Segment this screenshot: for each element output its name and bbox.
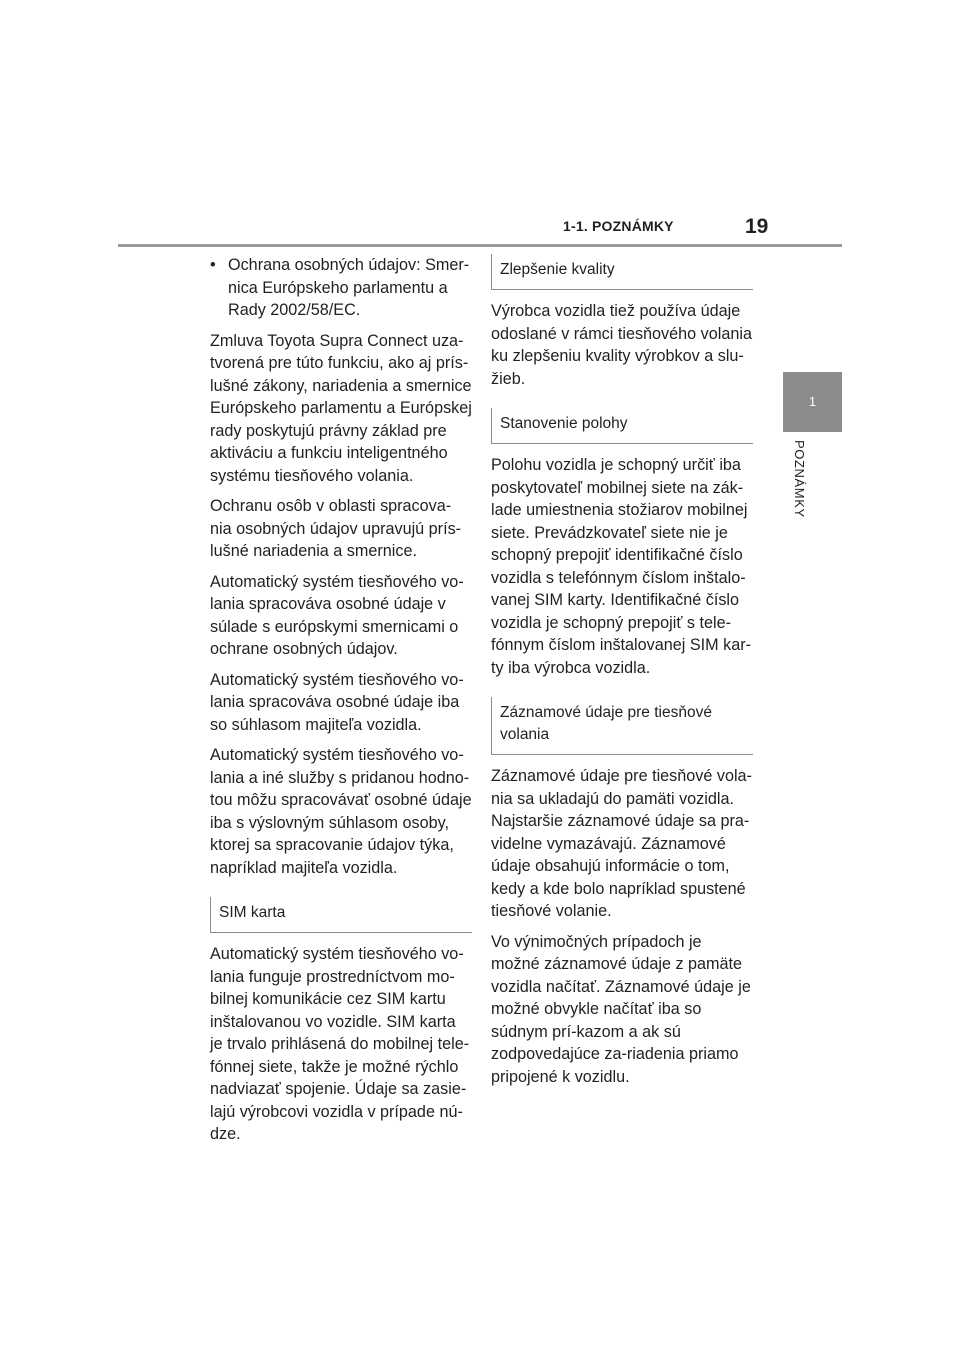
header-divider: [118, 244, 842, 247]
bullet-icon: •: [210, 256, 216, 274]
paragraph: Zmluva Toyota Supra Connect uza-tvorená pre túto funkciu, ako aj prís-lušné zákony, nariadenia a smernice Európskeho parlamentu a Európskej rady poskytujú právny základ pre aktiváciu a funkciu inteligentného systému tiesňového volania.: [210, 331, 472, 485]
page-number: 19: [745, 215, 769, 238]
paragraph: Výrobca vozidla tiež používa údaje odoslané v rámci tiesňového volania ku zlepšeniu kvality výrobkov a slu-žieb.: [491, 302, 752, 388]
paragraph: Ochranu osôb v oblasti spracova-nia osobných údajov upravujú prís-lušné nariadenia a smernice.: [210, 497, 462, 560]
paragraph: Automatický systém tiesňového vo-lania spracováva osobné údaje v súlade s európskymi smernicami o ochrane osobných údajov.: [210, 572, 464, 658]
paragraph: Automatický systém tiesňového vo-lania a iné služby s pridanou hodno-tou môžu spracovávať osobné údaje iba s výslovným súhlasom osoby, ktorej sa spracovanie údajov týka, napríklad majiteľa vozidla.: [210, 746, 472, 877]
right-column: [491, 254, 753, 1096]
subheading-sim-card: SIM karta: [210, 897, 472, 933]
chapter-label: POZNÁMKY: [792, 440, 807, 518]
subheading-quality: Zlepšenie kvality: [491, 254, 753, 290]
subheading-position: Stanovenie polohy: [491, 408, 753, 444]
list-item: [210, 254, 472, 322]
paragraph: Automatický systém tiesňového vo-lania spracováva osobné údaje iba so súhlasom majiteľa vozidla.: [210, 670, 464, 734]
paragraph: Polohu vozidla je schopný určiť iba poskytovateľ mobilnej siete na zák-lade umiestnenia stožiarov mobilnej siete. Prevádzkovateľ siete nie je schopný prepojiť identifikačné číslo vozidla s telefónnym číslom inštalo-vanej SIM karty. Identifikačné číslo vozidla je schopný prepojiť s tele-fónnym číslom inštalovanej SIM kar-ty iba výrobca vozidla.: [491, 456, 751, 677]
chapter-tab: 1: [783, 372, 842, 432]
paragraph: Záznamové údaje pre tiesňové vola-nia sa ukladajú do pamäti vozidla. Najstaršie záznamové údaje sa pra-videlne vymazávajú. Záznamové údaje obsahujú informácie o tom, kedy a kde bolo napríklad spustené tiesňové volanie.: [491, 767, 752, 920]
section-title: 1-1. POZNÁMKY: [563, 218, 674, 234]
subheading-records: Záznamové údaje pre tiesňové volania: [491, 697, 753, 755]
list-item-text: Ochrana osobných údajov: Smer-nica Európskeho parlamentu a Rady 2002/58/EC.: [228, 256, 470, 319]
paragraph: Vo výnimočných prípadoch je možné záznamové údaje z pamäte vozidla načítať. Záznamové údaje je možné obvykle načítať iba so súdnym prí-kazom a ak sú zodpovedajúce za-riadenia priamo pripojené k vozidlu.: [491, 932, 751, 1086]
left-column: [210, 254, 472, 1154]
paragraph: Automatický systém tiesňového vo-lania funguje prostredníctvom mo-bilnej komunikácie cez SIM kartu inštalovanou vo vozidle. SIM karta je trvalo prihlásená do mobilnej tele-fónnej siete, takže je možné rýchlo nadviazať spojenie. Údaje sa zasie-lajú výrobcovi vozidla v prípade nú-dze.: [210, 945, 470, 1143]
